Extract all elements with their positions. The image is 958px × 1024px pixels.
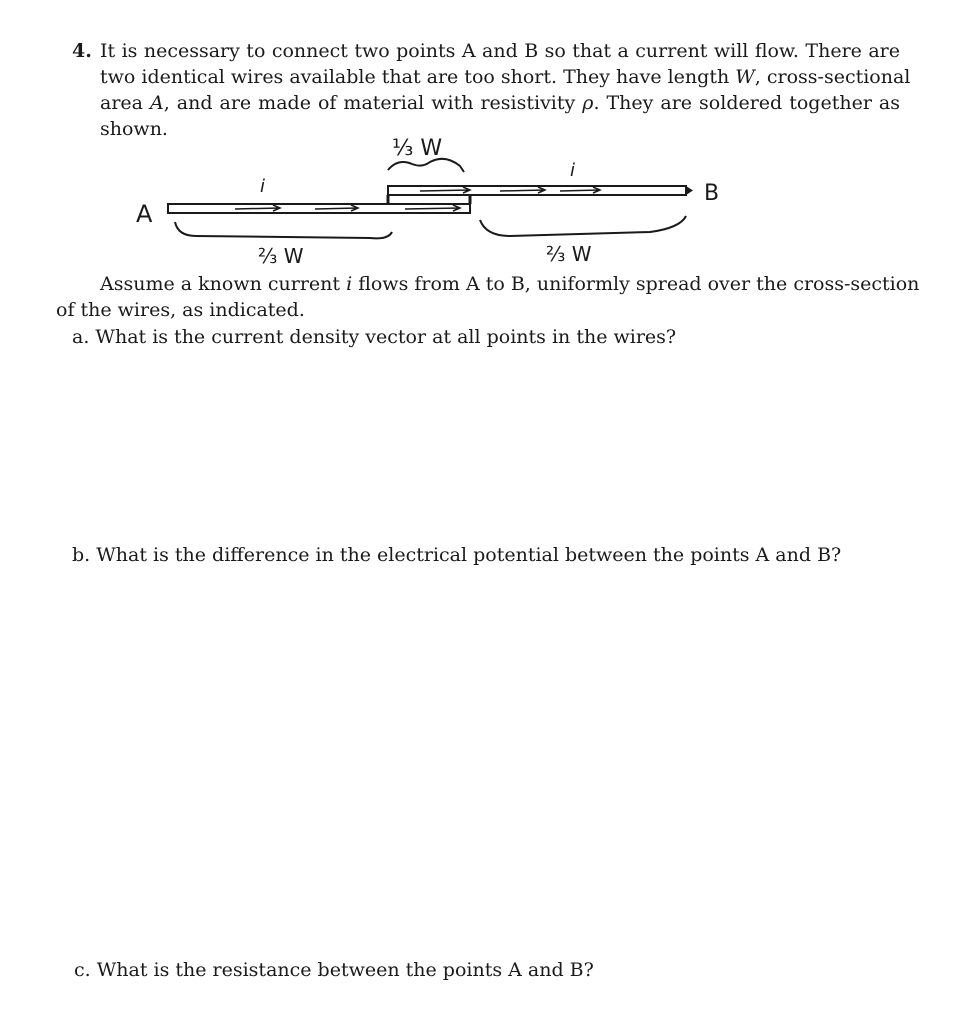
- intro-line-2: [100, 64, 911, 90]
- right-wire-tip: [686, 186, 693, 195]
- point-A-label: A: [136, 200, 153, 228]
- left-brace: [175, 222, 392, 238]
- intro-line-3-mid: , and are made of material with resistivity: [163, 92, 576, 114]
- overlap-label: ⅓ W: [392, 136, 443, 161]
- intro-line-3-text: area: [100, 92, 143, 114]
- intro-line-3: [100, 90, 900, 116]
- assume-post: flows from A to B, uniformly spread over the cross-section: [358, 273, 920, 295]
- intro-line-2-tail: , cross-sectional: [754, 66, 911, 88]
- question-b: [72, 542, 841, 568]
- symbol-A: A: [150, 92, 164, 114]
- assume-line-1: [100, 271, 920, 297]
- wire-diagram: [130, 120, 750, 270]
- assume-pre: Assume a known current: [100, 273, 341, 295]
- problem-number: 4.: [72, 40, 92, 62]
- question-b-text: What is the difference in the electrical potential between the points A and B?: [96, 544, 842, 566]
- current-label-left: i: [260, 176, 266, 197]
- question-c: [74, 957, 594, 983]
- symbol-W: W: [735, 66, 755, 88]
- current-label-right: i: [570, 160, 576, 181]
- intro-line-3-tail: . They are soldered together as: [593, 92, 900, 114]
- question-a-text: What is the current density vector at all points in the wires?: [95, 326, 677, 348]
- symbol-rho: ρ: [582, 92, 594, 114]
- question-c-label: c.: [74, 959, 91, 981]
- right-length-label: ⅔ W: [546, 242, 592, 266]
- question-a: [72, 324, 676, 350]
- intro-line-1: It is necessary to connect two points A and B so that a current will flow. There are: [100, 40, 900, 62]
- intro-line-4: shown.: [100, 118, 168, 140]
- point-B-label: B: [704, 181, 720, 206]
- intro-line-2-text: two identical wires available that are too short. They have length: [100, 66, 730, 88]
- question-b-label: b.: [72, 544, 91, 566]
- right-brace: [480, 216, 686, 236]
- left-length-label: ⅔ W: [258, 244, 304, 268]
- question-c-text: What is the resistance between the points A and B?: [96, 959, 594, 981]
- question-a-label: a.: [72, 326, 90, 348]
- symbol-i: i: [346, 273, 353, 295]
- assume-line-2: of the wires, as indicated.: [56, 299, 305, 321]
